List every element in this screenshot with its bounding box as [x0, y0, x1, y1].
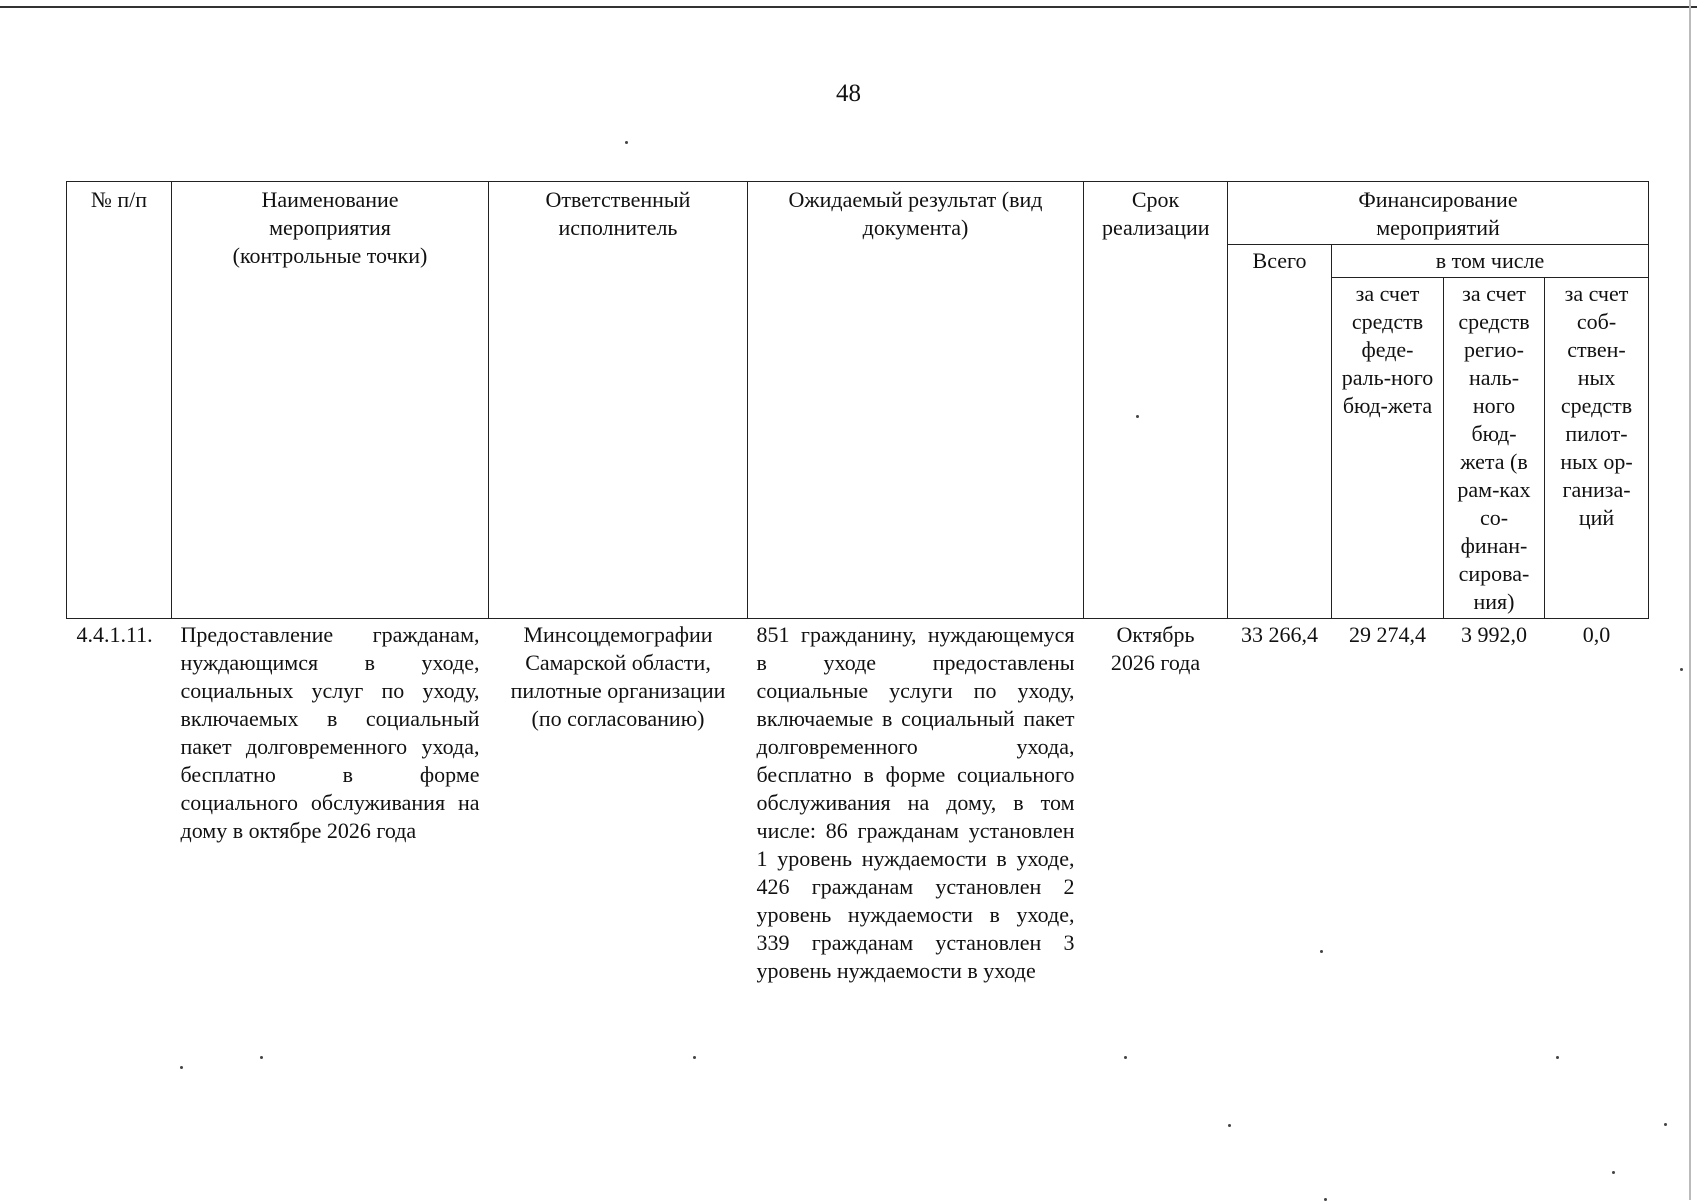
cell-num: 4.4.1.11.: [76, 622, 153, 647]
right-border-line: [1689, 0, 1691, 1200]
scan-speck: [1124, 1056, 1127, 1059]
header-term: Срок реализации: [1084, 182, 1228, 619]
scan-speck: [1556, 1056, 1559, 1059]
cell-own: 0,0: [1582, 622, 1611, 647]
header-executor: Ответственный исполнитель: [489, 182, 748, 619]
activities-table: [66, 181, 1649, 987]
cell-term: Октябрь 2026 года: [1110, 622, 1201, 675]
header-federal: за счет средств феде-раль-ного бюд-жета: [1332, 278, 1444, 619]
scan-speck: [1612, 1171, 1615, 1174]
header-financing: Финансирование мероприятий: [1228, 182, 1649, 245]
cell-name: Предоставление гражданам, нуждающимся в уходе, социальных услуг по уходу, включаемых в социальный пакет долговременного ухода, бесплатно в форме социального обслуживания на дому в октябре 2026 года: [180, 622, 480, 843]
header-total: Всего: [1228, 245, 1332, 619]
scan-speck: [625, 141, 628, 144]
cell-total: 33 266,4: [1241, 622, 1318, 647]
scan-speck: [260, 1056, 263, 1059]
cell-federal: 29 274,4: [1349, 622, 1426, 647]
scan-speck: [1228, 1124, 1231, 1127]
cell-result: 851 гражданину, нуждающемуся в уходе предоставлены социальные услуги по уходу, включаемые в социальный пакет долговременного ухода, бесплатно в форме социального обслуживания на дому, в том числе: 86 гражданам установлен 1 уровень нуждаемости в уходе, 426 гражданам установлен 2 уровень нуждаемости в уходе, 339 гражданам установлен 3 уровень нуждаемости в уходе: [756, 622, 1075, 983]
scan-speck: [1136, 415, 1139, 418]
scan-speck: [1680, 668, 1683, 671]
header-name: Наименование мероприятия (контрольные точки): [172, 182, 489, 619]
scan-speck: [1664, 1123, 1667, 1126]
scan-speck: [1320, 950, 1323, 953]
header-result: Ожидаемый результат (вид документа): [748, 182, 1084, 619]
header-including: в том числе: [1332, 245, 1649, 278]
cell-executor: Минсоцдемографии Самарской области, пилотные организации (по согласованию): [510, 622, 726, 731]
scan-speck: [180, 1066, 183, 1069]
page-number: 48: [836, 80, 861, 107]
header-own: за счет соб-ствен-ных средств пилот-ных ор-ганиза-ций: [1545, 278, 1649, 619]
cell-regional: 3 992,0: [1461, 622, 1527, 647]
scan-speck: [693, 1056, 696, 1059]
top-border-line: [0, 6, 1697, 8]
header-num: № п/п: [67, 182, 172, 619]
table-row: [67, 619, 1649, 988]
header-regional: за счет средств регио-наль-ного бюд-жета (в рам-ках со-финан-сирова-ния): [1444, 278, 1545, 619]
